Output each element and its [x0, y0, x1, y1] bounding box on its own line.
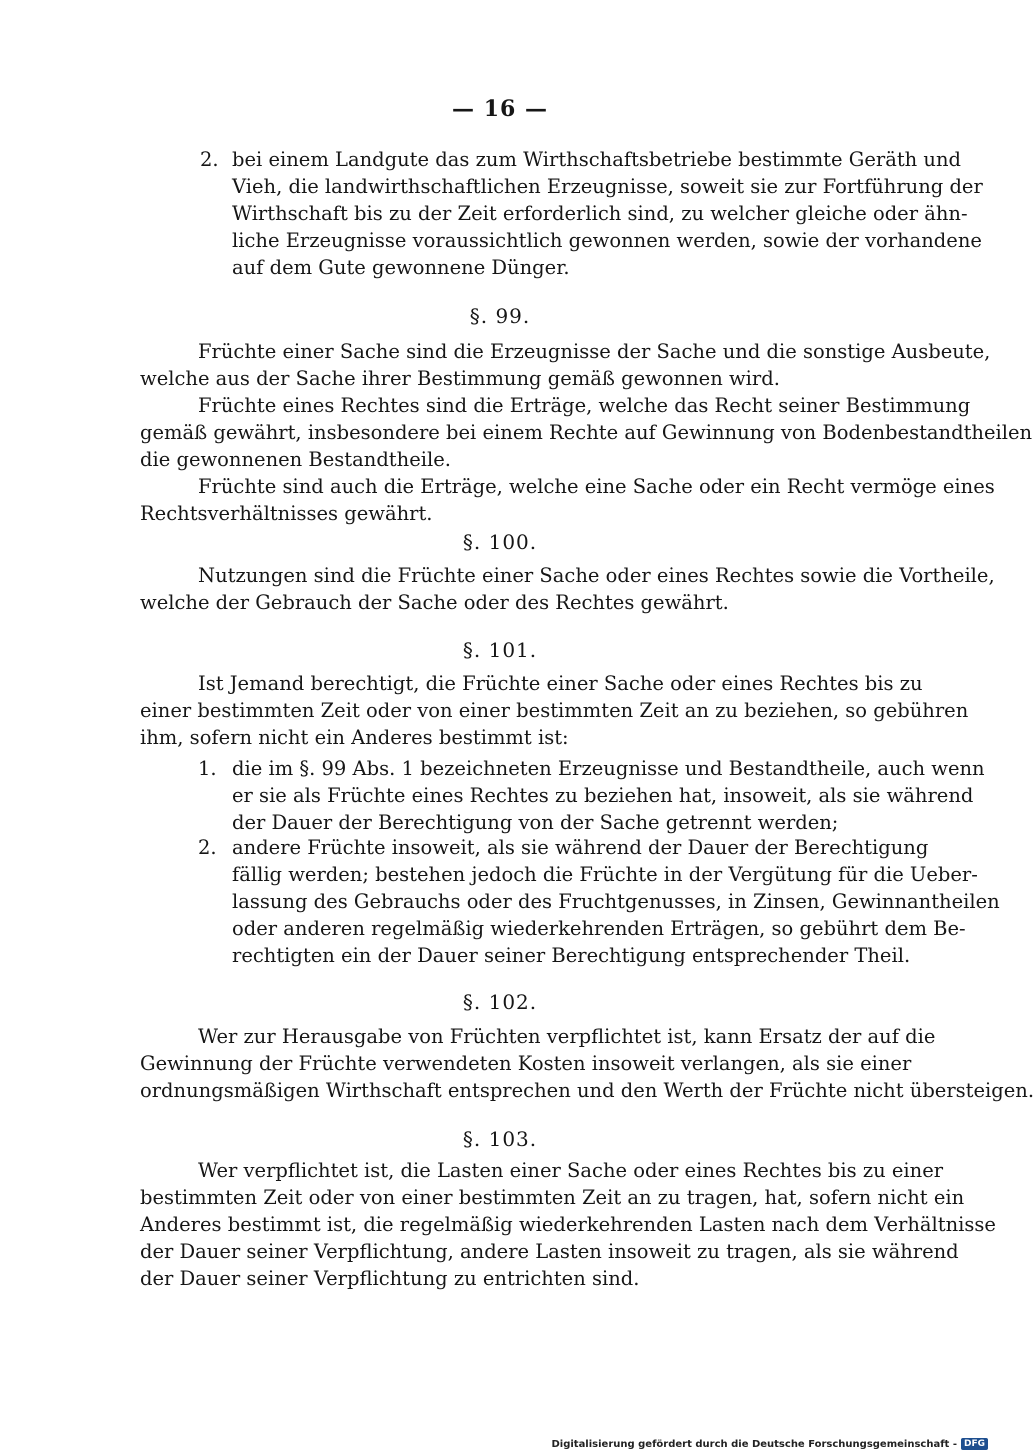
- text-line: fällig werden; bestehen jedoch die Früchte in der Vergütung für die Ueber-: [232, 863, 978, 886]
- dfg-logo: DFG: [961, 1438, 988, 1450]
- text-line: Anderes bestimmt ist, die regelmäßig wiederkehrenden Lasten nach dem Verhältnisse: [140, 1213, 996, 1236]
- text-line: Rechtsverhältnisses gewährt.: [140, 502, 433, 525]
- text-line: ordnungsmäßigen Wirthschaft entsprechen und den Werth der Früchte nicht übersteigen.: [140, 1079, 1034, 1102]
- text-line: welche der Gebrauch der Sache oder des Rechtes gewährt.: [140, 591, 729, 614]
- enum-number: 2.: [200, 148, 219, 171]
- section-99-text: [140, 338, 1033, 527]
- text-line: welche aus der Sache ihrer Bestimmung gemäß gewonnen wird.: [140, 367, 780, 390]
- text-line: bei einem Landgute das zum Wirthschaftsbetriebe bestimmte Geräth und: [232, 148, 962, 171]
- text-line: Früchte sind auch die Erträge, welche eine Sache oder ein Recht vermöge eines: [198, 475, 995, 498]
- section-title-102: §. 102.: [462, 990, 538, 1014]
- text-line: auf dem Gute gewonnene Dünger.: [232, 256, 570, 279]
- section-title-99: §. 99.: [469, 304, 531, 328]
- text-line: Vieh, die landwirthschaftlichen Erzeugnisse, soweit sie zur Fortführung der: [232, 175, 983, 198]
- section-title-100: §. 100.: [462, 530, 538, 554]
- text-line: Ist Jemand berechtigt, die Früchte einer Sache oder eines Rechtes bis zu: [198, 672, 923, 695]
- text-line: Wer verpflichtet ist, die Lasten einer Sache oder eines Rechtes bis zu einer: [198, 1159, 944, 1182]
- section-103-text: [140, 1157, 996, 1292]
- text-line: bestimmten Zeit oder von einer bestimmten Zeit an zu tragen, hat, sofern nicht ein: [140, 1186, 965, 1209]
- text-line: ihm, sofern nicht ein Anderes bestimmt ist:: [140, 726, 569, 749]
- enum-number: 2.: [198, 836, 217, 859]
- text-line: einer bestimmten Zeit oder von einer bestimmten Zeit an zu beziehen, so gebühren: [140, 699, 969, 722]
- text-line: die im §. 99 Abs. 1 bezeichneten Erzeugnisse und Bestandtheile, auch wenn: [232, 757, 985, 780]
- text-line: andere Früchte insoweit, als sie während der Dauer der Berechtigung: [232, 836, 929, 859]
- text-line: oder anderen regelmäßig wiederkehrenden Erträgen, so gebührt dem Be-: [232, 917, 966, 940]
- section-101-text: [140, 670, 969, 751]
- text-line: Früchte eines Rechtes sind die Erträge, welche das Recht seiner Bestimmung: [198, 394, 971, 417]
- section-101-item-1: [232, 755, 985, 836]
- text-line: er sie als Früchte eines Rechtes zu beziehen hat, insoweit, als sie während: [232, 784, 974, 807]
- section-100-text: [140, 562, 995, 616]
- section-102-text: [140, 1023, 1034, 1104]
- text-line: die gewonnenen Bestandtheile.: [140, 448, 451, 471]
- text-line: Gewinnung der Früchte verwendeten Kosten insoweit verlangen, als sie einer: [140, 1052, 912, 1075]
- digitization-footer: [551, 1438, 988, 1450]
- text-line: der Dauer seiner Verpflichtung zu entrichten sind.: [140, 1267, 640, 1290]
- section-title-101: §. 101.: [462, 638, 538, 662]
- footer-credit-text: Digitalisierung gefördert durch die Deutsche Forschungsgemeinschaft -: [551, 1438, 957, 1450]
- text-line: Nutzungen sind die Früchte einer Sache oder eines Rechtes sowie die Vortheile,: [198, 564, 995, 587]
- enum-number: 1.: [198, 757, 217, 780]
- text-line: Wirthschaft bis zu der Zeit erforderlich sind, zu welcher gleiche oder ähn-: [232, 202, 968, 225]
- page-number-header: — 16 —: [452, 96, 548, 122]
- text-line: gemäß gewährt, insbesondere bei einem Rechte auf Gewinnung von Bodenbestandtheilen: [140, 421, 1033, 444]
- text-line: Wer zur Herausgabe von Früchten verpflichtet ist, kann Ersatz der auf die: [198, 1025, 936, 1048]
- section-title-103: §. 103.: [462, 1127, 538, 1151]
- text-line: rechtigten ein der Dauer seiner Berechtigung entsprechender Theil.: [232, 944, 911, 967]
- item-2-text: [232, 146, 983, 281]
- text-line: liche Erzeugnisse voraussichtlich gewonnen werden, sowie der vorhandene: [232, 229, 982, 252]
- text-line: lassung des Gebrauchs oder des Fruchtgenusses, in Zinsen, Gewinnantheilen: [232, 890, 1000, 913]
- section-101-item-2: [232, 834, 1000, 969]
- text-line: der Dauer seiner Verpflichtung, andere Lasten insoweit zu tragen, als sie während: [140, 1240, 959, 1263]
- text-line: der Dauer der Berechtigung von der Sache getrennt werden;: [232, 811, 839, 834]
- text-line: Früchte einer Sache sind die Erzeugnisse der Sache und die sonstige Ausbeute,: [198, 340, 991, 363]
